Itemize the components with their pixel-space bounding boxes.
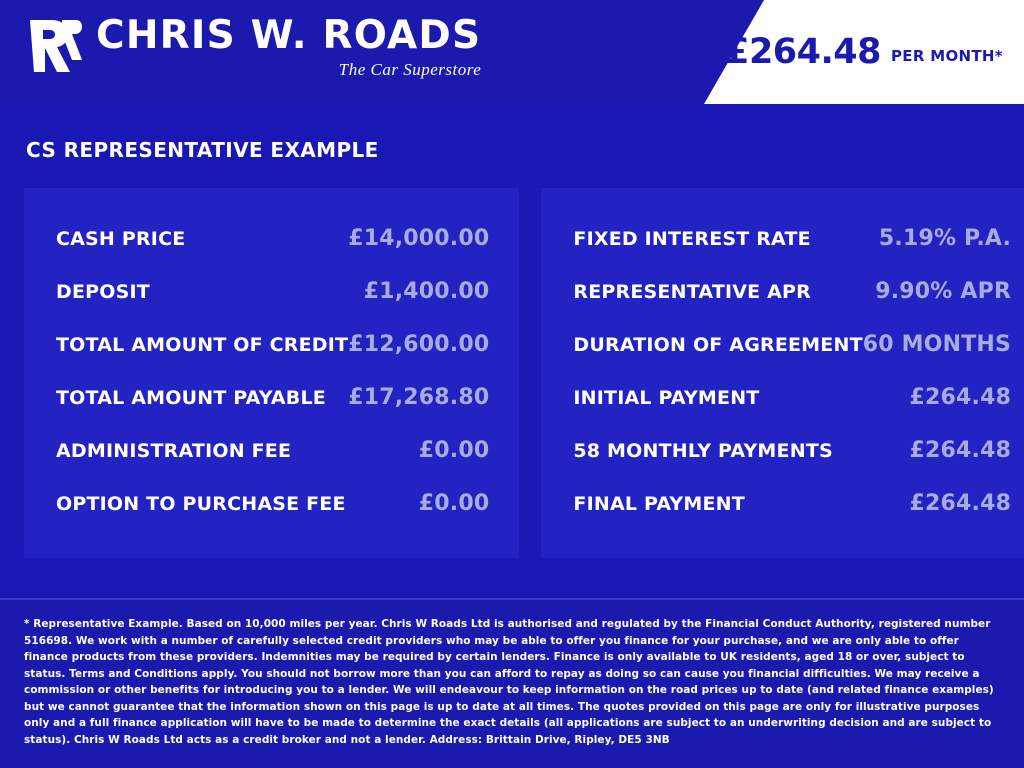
table-row [567,318,1015,371]
row-label: REPRESENTATIVE APR [573,281,812,303]
table-row [50,424,493,477]
brand-name: CHRIS W. ROADS [96,13,482,58]
table-row [50,477,493,530]
row-value: £1,400.00 [363,279,490,304]
row-label: TOTAL AMOUNT PAYABLE [56,387,326,409]
rr-monogram-icon [26,18,82,76]
page-title: CS REPRESENTATIVE EXAMPLE [26,138,379,162]
table-row [50,212,493,265]
row-value: £264.48 [909,385,1012,410]
row-label: FIXED INTEREST RATE [573,228,811,250]
row-label: INITIAL PAYMENT [573,387,760,409]
row-value: £12,600.00 [348,332,490,357]
row-value: £14,000.00 [348,226,490,251]
row-label: DEPOSIT [56,281,150,303]
row-label: CASH PRICE [56,228,186,250]
row-label: ADMINISTRATION FEE [56,440,292,462]
footer-disclaimer [0,598,1024,768]
price-period-label: PER MONTH* [891,47,1003,65]
table-row [567,371,1015,424]
table-row [567,212,1015,265]
table-row [567,265,1015,318]
brand-text-block [96,14,481,80]
row-value: 60 MONTHS [862,332,1012,357]
row-label: TOTAL AMOUNT OF CREDIT [56,334,349,356]
row-value: £0.00 [418,438,490,463]
row-value: £17,268.80 [348,385,490,410]
main-content [0,104,1024,558]
table-row [50,265,493,318]
left-figures-panel [24,188,519,558]
monthly-price-block [704,0,1024,104]
brand-tagline: The Car Superstore [338,60,482,79]
figures-panels [24,188,1012,558]
right-figures-panel [541,188,1024,558]
row-value: £264.48 [909,491,1012,516]
row-label: FINAL PAYMENT [573,493,745,515]
table-row [50,318,493,371]
table-row [567,477,1015,530]
row-value: £264.48 [909,438,1012,463]
brand-lockup [26,14,481,80]
row-value: 5.19% P.A. [878,226,1012,251]
page-header [0,0,1024,104]
row-value: £0.00 [418,491,490,516]
row-label: DURATION OF AGREEMENT [573,334,863,356]
table-row [567,424,1015,477]
table-row [50,371,493,424]
row-label: 58 MONTHLY PAYMENTS [573,440,833,462]
disclaimer-text: * Representative Example. Based on 10,000 miles per year. Chris W Roads Ltd is authorised and regulated by the Financial Conduct Authority, registered number 516698. We work with a number of carefully selected credit providers who may be able to offer you finance for your purchase, and we are only able to offer finance products from these providers. Indemnities may be required by certain lenders. Finance is only available to UK residents, aged 18 or over, subject to status. Terms and Conditions apply. You should not borrow more than you can afford to repay as doing so can cause you financial difficulties. We may receive a commission or other benefits for introducing you to a lender. We will endeavour to keep information on the road prices up to date (and related finance examples) but we cannot guarantee that the information shown on this page is up to date at all times. The quotes provided on this page are only for illustrative purposes only and a full finance application will have to be made to determine the exact details (all applications are subject to an underwriting decision and are subject to status). Chris W Roads Ltd acts as a credit broker and not a lender. Address: Brittain Drive, Ripley, DE5 3NB [24,618,994,746]
row-label: OPTION TO PURCHASE FEE [56,493,346,515]
price-amount: £264.48 [725,32,882,72]
row-value: 9.90% APR [875,279,1012,304]
